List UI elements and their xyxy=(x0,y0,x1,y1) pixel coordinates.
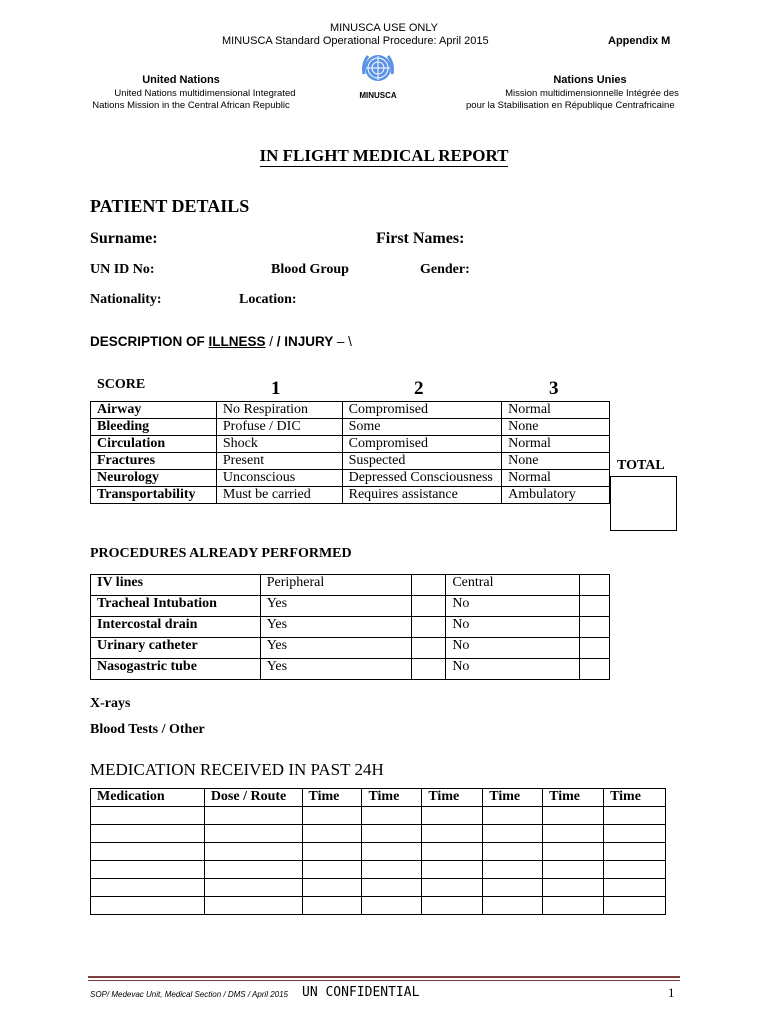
patient-details-heading: PATIENT DETAILS xyxy=(90,196,250,216)
column-header: Time xyxy=(362,789,422,807)
procedure-checkbox[interactable] xyxy=(580,659,610,680)
total-label: TOTAL xyxy=(617,458,665,473)
score-col-2: 2 xyxy=(414,378,424,399)
column-header: Time xyxy=(483,789,543,807)
procedure-checkbox[interactable] xyxy=(412,596,446,617)
medication-heading: MEDICATION RECEIVED IN PAST 24H xyxy=(90,760,384,779)
procedure-option: Peripheral xyxy=(260,575,412,596)
procedure-option: No xyxy=(446,596,580,617)
procedure-checkbox[interactable] xyxy=(580,596,610,617)
score-option: Ambulatory xyxy=(502,487,610,504)
column-header: Time xyxy=(543,789,604,807)
first-names-label: First Names: xyxy=(376,230,465,247)
footer-left: SOP/ Medevac Unit, Medical Section / DMS / April 2015 xyxy=(90,990,289,999)
score-option: Some xyxy=(342,419,502,436)
score-criterion: Transportability xyxy=(91,487,217,504)
table-row xyxy=(91,419,610,436)
un-fr-title: Nations Unies xyxy=(553,74,627,86)
un-en-line2: Nations Mission in the Central African Republic xyxy=(92,100,290,111)
procedure-checkbox[interactable] xyxy=(412,617,446,638)
procedure-name: Intercostal drain xyxy=(91,617,261,638)
total-box[interactable] xyxy=(610,476,677,531)
medication-table xyxy=(90,788,666,915)
score-option: Normal xyxy=(502,470,610,487)
score-option: Unconscious xyxy=(216,470,342,487)
score-option: Compromised xyxy=(342,436,502,453)
table-row xyxy=(91,402,610,419)
score-criterion: Neurology xyxy=(91,470,217,487)
score-label: SCORE xyxy=(97,377,146,392)
table-row xyxy=(91,659,610,680)
score-option: None xyxy=(502,453,610,470)
table-row xyxy=(91,453,610,470)
score-criterion: Fractures xyxy=(91,453,217,470)
table-row[interactable] xyxy=(91,879,666,897)
score-option: Must be carried xyxy=(216,487,342,504)
footer-divider xyxy=(88,976,680,978)
score-option: Requires assistance xyxy=(342,487,502,504)
blood-tests-label: Blood Tests / Other xyxy=(90,722,205,737)
un-fr-line1: Mission multidimensionnelle Intégrée des xyxy=(505,88,679,99)
table-row xyxy=(91,470,610,487)
blood-group-label: Blood Group xyxy=(271,262,349,277)
procedure-option: Yes xyxy=(260,638,412,659)
procedure-option: Central xyxy=(446,575,580,596)
table-row[interactable] xyxy=(91,807,666,825)
table-row xyxy=(91,436,610,453)
score-option: Depressed Consciousness xyxy=(342,470,502,487)
footer-divider-thin xyxy=(88,980,680,981)
procedure-option: No xyxy=(446,617,580,638)
column-header: Medication xyxy=(91,789,205,807)
procedure-checkbox[interactable] xyxy=(580,638,610,659)
page-number: 1 xyxy=(668,985,675,1000)
footer-confidential: UN CONFIDENTIAL xyxy=(302,985,420,1000)
score-criterion: Bleeding xyxy=(91,419,217,436)
surname-label: Surname: xyxy=(90,230,158,247)
procedure-checkbox[interactable] xyxy=(580,575,610,596)
table-row[interactable] xyxy=(91,861,666,879)
un-fr-line2: pour la Stabilisation en République Centrafricaine xyxy=(466,100,675,111)
score-col-1: 1 xyxy=(271,378,281,399)
table-header-row xyxy=(91,789,666,807)
score-option: Normal xyxy=(502,402,610,419)
score-option: Compromised xyxy=(342,402,502,419)
column-header: Dose / Route xyxy=(204,789,302,807)
table-row xyxy=(91,596,610,617)
appendix-label: Appendix M xyxy=(608,35,671,47)
score-criterion: Airway xyxy=(91,402,217,419)
procedure-option: Yes xyxy=(260,617,412,638)
procedure-checkbox[interactable] xyxy=(412,575,446,596)
procedure-name: Nasogastric tube xyxy=(91,659,261,680)
score-criterion: Circulation xyxy=(91,436,217,453)
column-header: Time xyxy=(422,789,483,807)
page-title: IN FLIGHT MEDICAL REPORT xyxy=(259,146,509,165)
use-only-label: MINUSCA USE ONLY xyxy=(330,22,438,34)
sop-label: MINUSCA Standard Operational Procedure: April 2015 xyxy=(222,35,489,47)
column-header: Time xyxy=(302,789,362,807)
un-id-label: UN ID No: xyxy=(90,262,155,277)
un-en-title: United Nations xyxy=(142,74,220,86)
score-option: Suspected xyxy=(342,453,502,470)
location-label: Location: xyxy=(239,292,297,307)
table-row[interactable] xyxy=(91,825,666,843)
score-table xyxy=(90,401,610,504)
un-emblem-icon xyxy=(358,50,398,90)
procedure-name: Urinary catheter xyxy=(91,638,261,659)
table-row xyxy=(91,638,610,659)
score-option: None xyxy=(502,419,610,436)
score-option: Present xyxy=(216,453,342,470)
score-option: Profuse / DIC xyxy=(216,419,342,436)
procedure-checkbox[interactable] xyxy=(412,638,446,659)
procedure-name: IV lines xyxy=(91,575,261,596)
table-row xyxy=(91,575,610,596)
procedure-option: No xyxy=(446,638,580,659)
score-option: Shock xyxy=(216,436,342,453)
un-en-line1: United Nations multidimensional Integrated xyxy=(114,88,296,99)
procedure-checkbox[interactable] xyxy=(412,659,446,680)
procedures-heading: PROCEDURES ALREADY PERFORMED xyxy=(90,546,352,561)
score-option: Normal xyxy=(502,436,610,453)
logo-text: MINUSCA xyxy=(359,91,397,100)
table-row[interactable] xyxy=(91,897,666,915)
procedure-option: Yes xyxy=(260,659,412,680)
illness-heading: DESCRIPTION OF ILLNESS / / INJURY – \ xyxy=(90,334,352,349)
table-row xyxy=(91,487,610,504)
gender-label: Gender: xyxy=(420,262,470,277)
procedure-checkbox[interactable] xyxy=(580,617,610,638)
score-option: No Respiration xyxy=(216,402,342,419)
score-col-3: 3 xyxy=(549,378,559,399)
procedure-option: No xyxy=(446,659,580,680)
procedures-table xyxy=(90,574,610,680)
procedure-name: Tracheal Intubation xyxy=(91,596,261,617)
xrays-label: X-rays xyxy=(90,696,131,711)
nationality-label: Nationality: xyxy=(90,292,162,307)
table-row[interactable] xyxy=(91,843,666,861)
procedure-option: Yes xyxy=(260,596,412,617)
column-header: Time xyxy=(604,789,666,807)
table-row xyxy=(91,617,610,638)
